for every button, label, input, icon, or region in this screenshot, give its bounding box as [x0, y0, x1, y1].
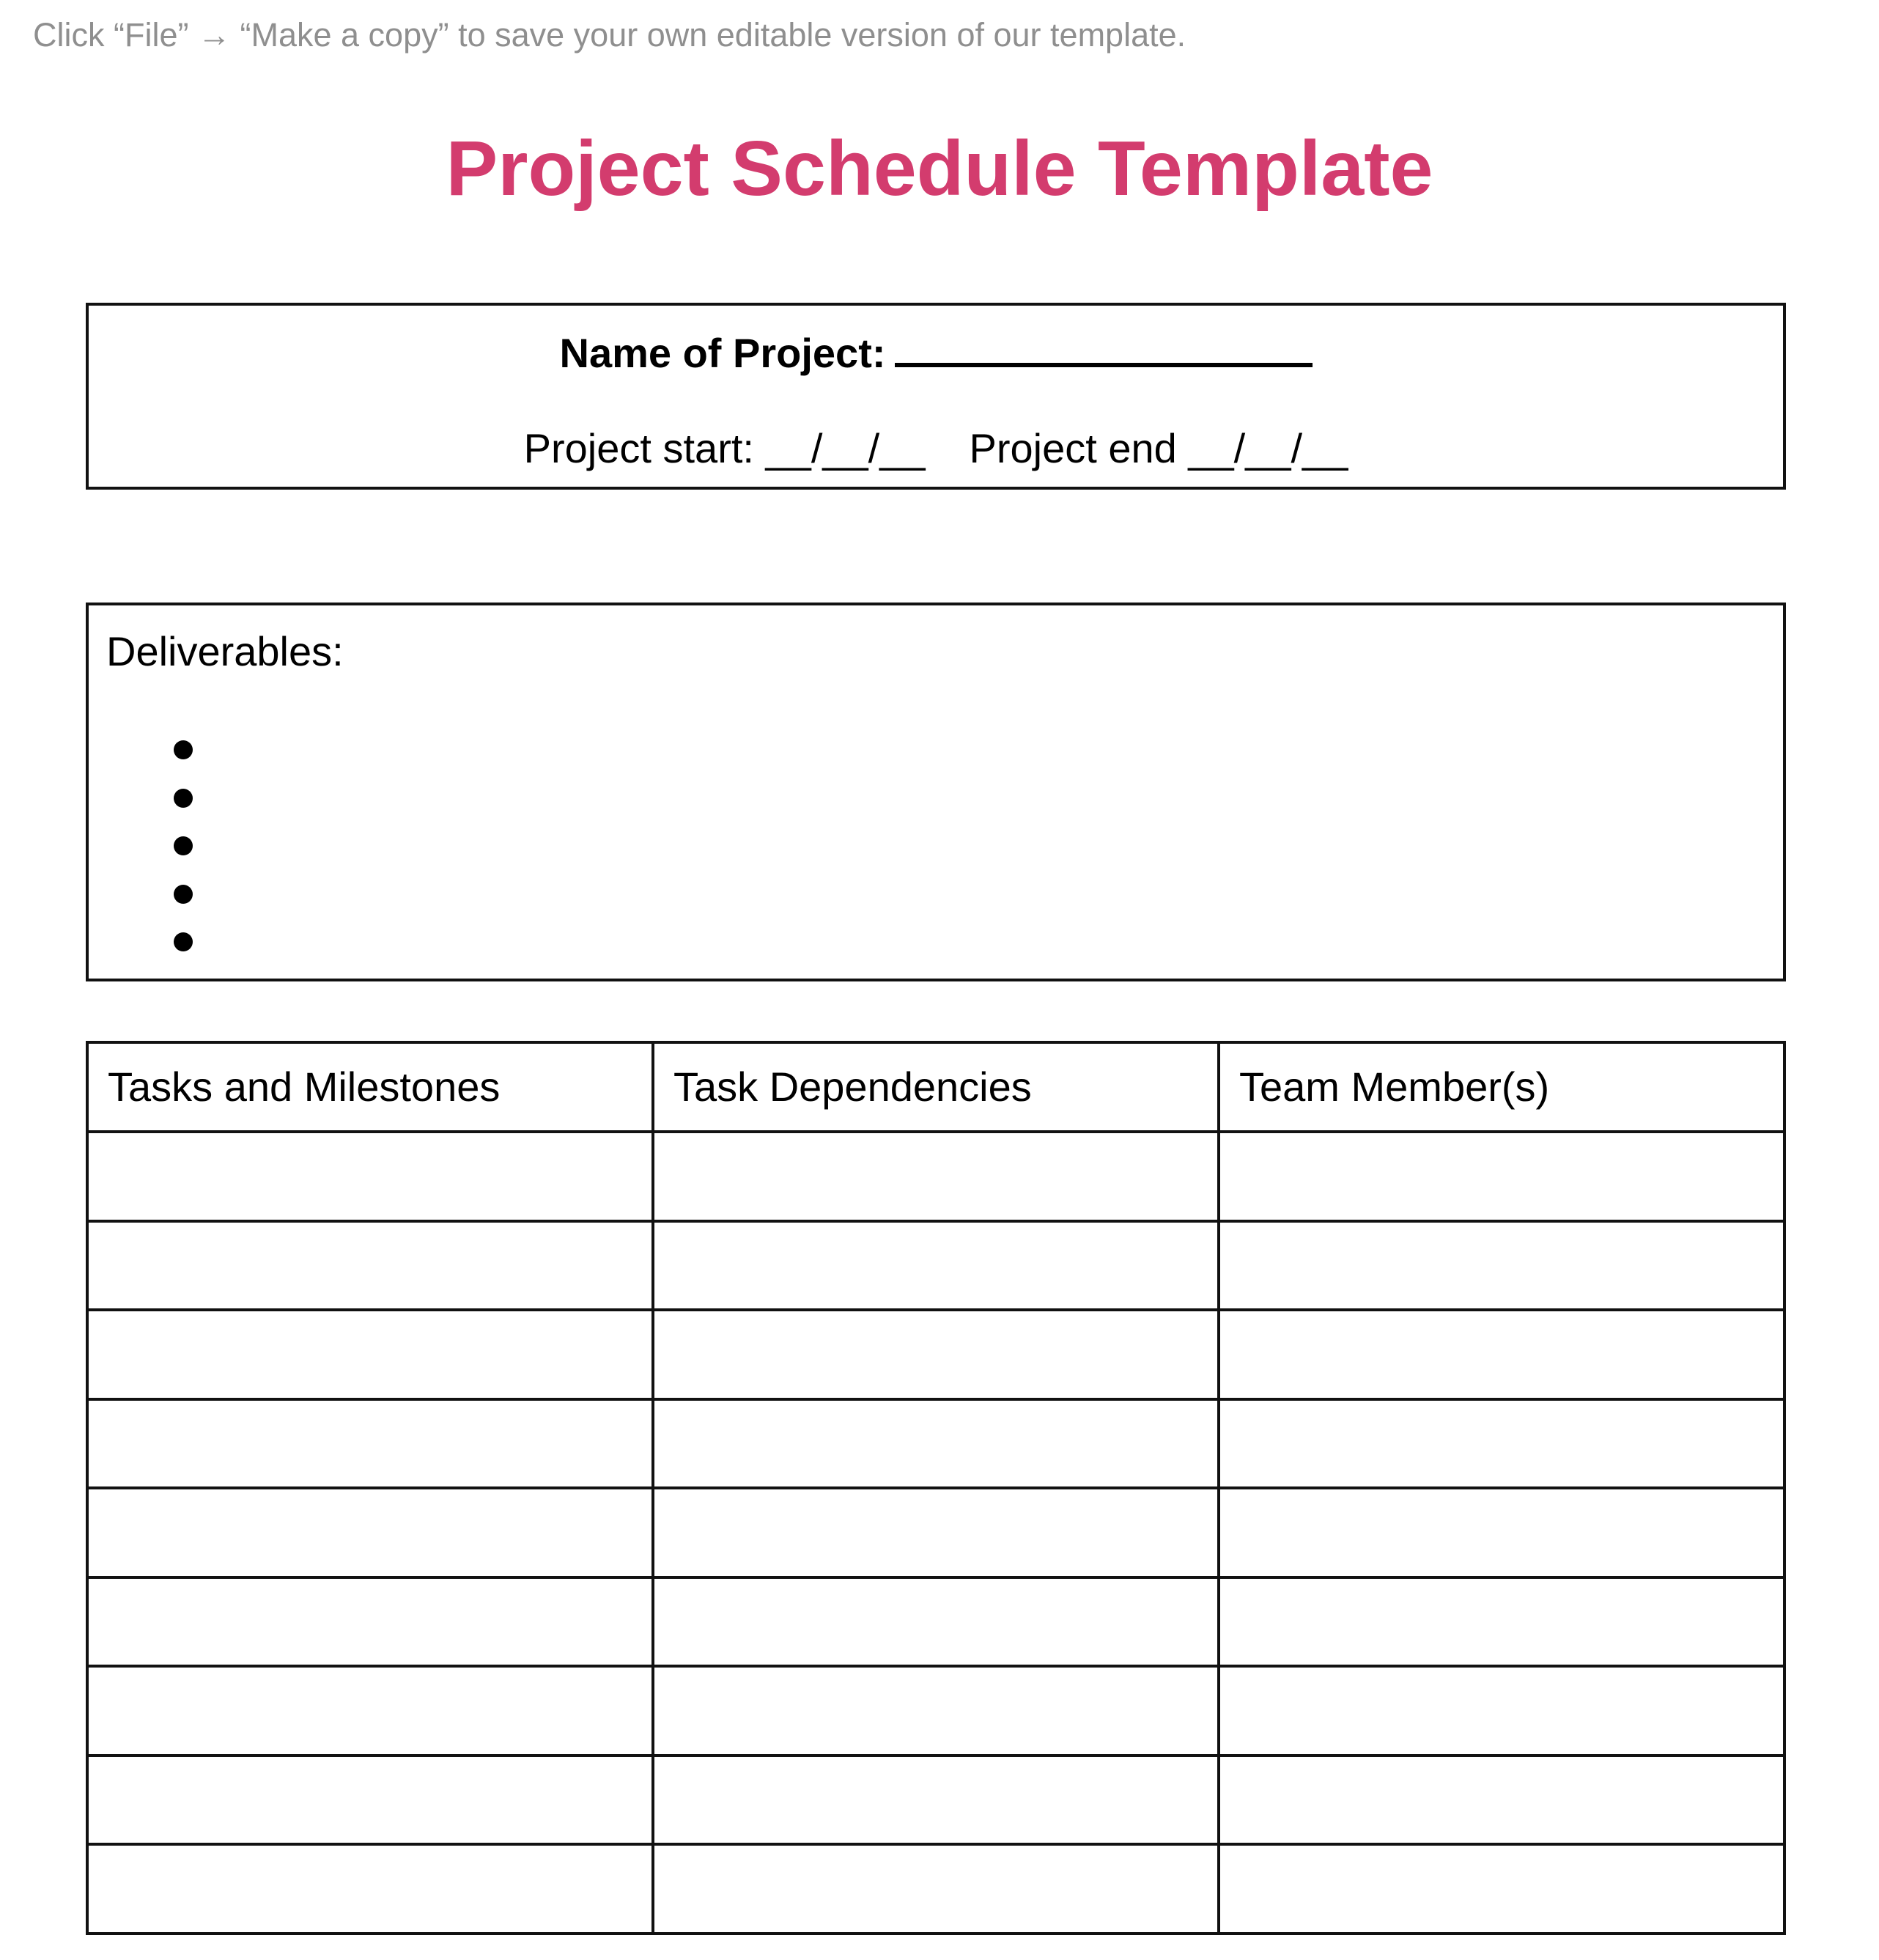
task-cell[interactable] — [87, 1399, 653, 1489]
table-row — [87, 1132, 1784, 1221]
team-member-cell[interactable] — [1219, 1666, 1784, 1755]
project-info-box — [86, 303, 1786, 490]
project-end-field[interactable]: __/__/__ — [1188, 425, 1348, 471]
dependency-cell[interactable] — [653, 1755, 1219, 1845]
team-member-cell[interactable] — [1219, 1221, 1784, 1311]
task-cell[interactable] — [87, 1221, 653, 1311]
table-header-row — [87, 1042, 1784, 1132]
project-name-label: Name of Project: — [559, 330, 886, 376]
team-member-cell[interactable] — [1219, 1577, 1784, 1667]
bullet-icon — [174, 836, 193, 855]
team-member-cell[interactable] — [1219, 1310, 1784, 1399]
table-row — [87, 1399, 1784, 1489]
task-cell[interactable] — [87, 1310, 653, 1399]
table-row — [87, 1221, 1784, 1311]
dependency-cell[interactable] — [653, 1666, 1219, 1755]
table-row — [87, 1577, 1784, 1667]
page-title: Project Schedule Template — [446, 125, 1433, 212]
header-tasks: Tasks and Milestones — [87, 1042, 653, 1132]
header-team-members: Team Member(s) — [1219, 1042, 1784, 1132]
bullet-icon — [174, 932, 193, 951]
project-dates-line — [89, 423, 1783, 474]
table-row — [87, 1666, 1784, 1755]
project-start-label: Project start: — [523, 425, 754, 471]
task-cell[interactable] — [87, 1577, 653, 1667]
dependency-cell[interactable] — [653, 1132, 1219, 1221]
project-name-line — [89, 328, 1783, 379]
table-row — [87, 1488, 1784, 1577]
dependency-cell[interactable] — [653, 1221, 1219, 1311]
table-row — [87, 1755, 1784, 1845]
task-cell[interactable] — [87, 1488, 653, 1577]
project-start-field[interactable]: __/__/__ — [765, 425, 926, 471]
header-dependencies: Task Dependencies — [653, 1042, 1219, 1132]
team-member-cell[interactable] — [1219, 1844, 1784, 1934]
team-member-cell[interactable] — [1219, 1132, 1784, 1221]
bullet-icon — [174, 789, 193, 808]
deliverables-label: Deliverables: — [106, 628, 344, 674]
table-row — [87, 1310, 1784, 1399]
task-cell[interactable] — [87, 1666, 653, 1755]
dependency-cell[interactable] — [653, 1577, 1219, 1667]
bullet-icon — [174, 885, 193, 904]
dependency-cell[interactable] — [653, 1310, 1219, 1399]
instruction-text: Click “File” → “Make a copy” to save your own editable version of our template. — [33, 16, 1186, 54]
task-cell[interactable] — [87, 1844, 653, 1934]
team-member-cell[interactable] — [1219, 1488, 1784, 1577]
task-cell[interactable] — [87, 1755, 653, 1845]
project-end-label: Project end — [969, 425, 1177, 471]
table-row — [87, 1844, 1784, 1934]
dependency-cell[interactable] — [653, 1488, 1219, 1577]
team-member-cell[interactable] — [1219, 1399, 1784, 1489]
dependency-cell[interactable] — [653, 1844, 1219, 1934]
bullet-icon — [174, 740, 193, 759]
dependency-cell[interactable] — [653, 1399, 1219, 1489]
task-cell[interactable] — [87, 1132, 653, 1221]
team-member-cell[interactable] — [1219, 1755, 1784, 1845]
schedule-table — [86, 1041, 1786, 1935]
deliverables-box — [86, 603, 1786, 981]
project-name-field[interactable] — [895, 331, 1313, 367]
